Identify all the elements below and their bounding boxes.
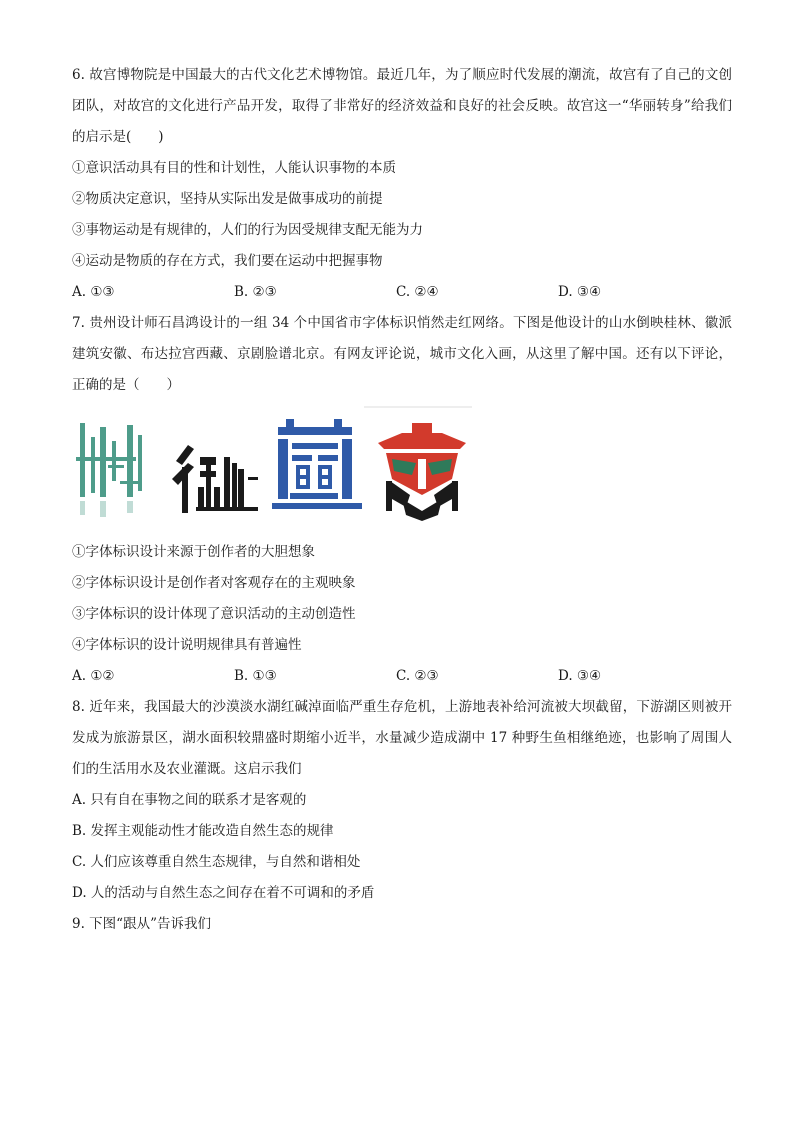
question-6-option-a[interactable]: A. ①③ [72, 284, 115, 300]
question-6-option-d[interactable]: D. ③④ [558, 284, 602, 300]
question-6-item-4: ④运动是物质的存在方式，我们要在运动中把握事物 [72, 253, 383, 269]
question-8-option-d[interactable]: D. 人的活动与自然生态之间存在着不可调和的矛盾 [72, 885, 375, 901]
question-8-option-c[interactable]: C. 人们应该尊重自然生态规律，与自然和谐相处 [72, 854, 361, 870]
question-7-option-d[interactable]: D. ③④ [558, 668, 602, 684]
xizang-logo [272, 419, 362, 509]
question-8-option-a[interactable]: A. 只有自在事物之间的联系才是客观的 [72, 792, 307, 808]
question-6-item-2: ②物质决定意识，坚持从实际出发是做事成功的前提 [72, 191, 383, 207]
question-8-stem: 8. 近年来，我国最大的沙漠淡水湖红碱淖面临严重生存危机，上游地表补给河流被大坝截留，下游湖区则被开发成为旅游景区，湖水面积较鼎盛时期缩小近半，水量减少造成湖中 17 种野生鱼相继绝迹，也影响了周围人们的生活用水及农业灌溉。这启示我们 [72, 699, 732, 777]
question-7-logo-strip [72, 403, 732, 533]
guilin-logo [76, 423, 142, 517]
question-9-stem: 9. 下图“跟从”告诉我们 [72, 916, 211, 932]
question-6-item-1: ①意识活动具有目的性和计划性，人能认识事物的本质 [72, 160, 396, 176]
question-7-option-b[interactable]: B. ①③ [234, 668, 277, 684]
question-7-option-a[interactable]: A. ①② [72, 668, 115, 684]
question-7-stem: 7. 贵州设计师石昌鸿设计的一组 34 个中国省市字体标识悄然走红网络。下图是他设计的山水倒映桂林、徽派建筑安徽、布达拉宫西藏、京剧脸谱北京。有网友评论说，城市文化入画，从这里了解中国。还有以下评论，正确的是（ ） [72, 315, 732, 393]
anhui-logo [172, 445, 258, 513]
question-7-item-2: ②字体标识设计是创作者对客观存在的主观映象 [72, 575, 356, 591]
exam-page [72, 60, 732, 940]
question-7-item-1: ①字体标识设计来源于创作者的大胆想象 [72, 544, 315, 560]
question-6-stem: 6. 故宫博物院是中国最大的古代文化艺术博物馆。最近几年，为了顺应时代发展的潮流，故宫有了自己的文创团队，对故宫的文化进行产品开发，取得了非常好的经济效益和良好的社会反映。故宫这一“华丽转身”给我们的启示是( ) [72, 67, 732, 145]
question-7-option-c[interactable]: C. ②③ [396, 668, 439, 684]
question-6-option-c[interactable]: C. ②④ [396, 284, 439, 300]
question-6-options [72, 277, 732, 308]
question-6-item-3: ③事物运动是有规律的，人们的行为因受规律支配无能为力 [72, 222, 423, 238]
question-7-item-3: ③字体标识的设计体现了意识活动的主动创造性 [72, 606, 356, 622]
question-7-options [72, 661, 732, 692]
beijing-logo [378, 423, 466, 521]
question-8-option-b[interactable]: B. 发挥主观能动性才能改造自然生态的规律 [72, 823, 334, 839]
question-7-item-4: ④字体标识的设计说明规律具有普遍性 [72, 637, 302, 653]
question-6-option-b[interactable]: B. ②③ [234, 284, 277, 300]
logo-strip-svg [72, 403, 472, 533]
